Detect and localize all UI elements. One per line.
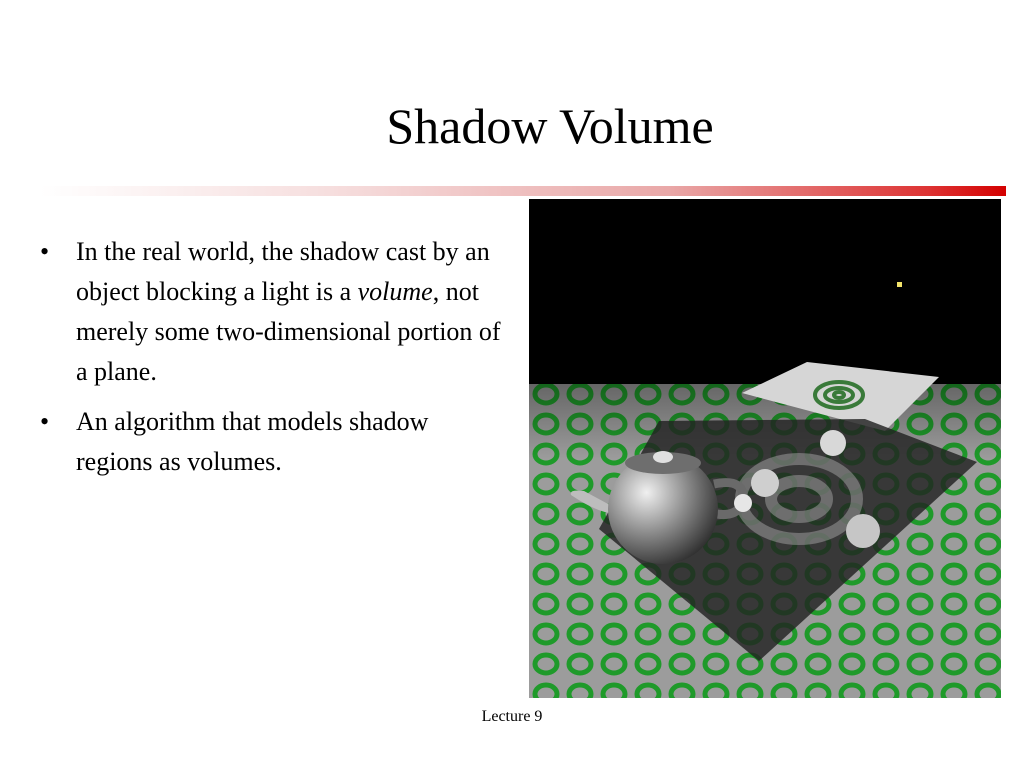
sphere-icon <box>846 514 880 548</box>
slide-footer: Lecture 9 <box>481 708 543 725</box>
light-source-icon <box>897 282 902 287</box>
shadow-volume-render <box>529 199 1001 698</box>
sphere-icon <box>820 430 846 456</box>
sphere-icon <box>751 469 779 497</box>
title-rule <box>40 186 1006 196</box>
bullet-item <box>40 232 510 392</box>
bullet-emphasis: volume <box>357 277 433 306</box>
slide-title: Shadow Volume <box>386 98 714 154</box>
sphere-icon <box>734 494 752 512</box>
bullet-text: In the real world, the shadow cast by an object blocking a light is a <box>76 237 490 306</box>
bullet-list <box>40 232 510 492</box>
bullet-text: , not merely some two-dimensional portion of a plane. <box>76 277 501 386</box>
bullet-text: An algorithm that models shadow regions as volumes. <box>76 407 429 476</box>
render-illustration <box>529 199 1001 698</box>
bullet-dot: • <box>40 237 50 266</box>
bullet-item <box>40 402 510 482</box>
bullet-dot: • <box>40 407 50 436</box>
